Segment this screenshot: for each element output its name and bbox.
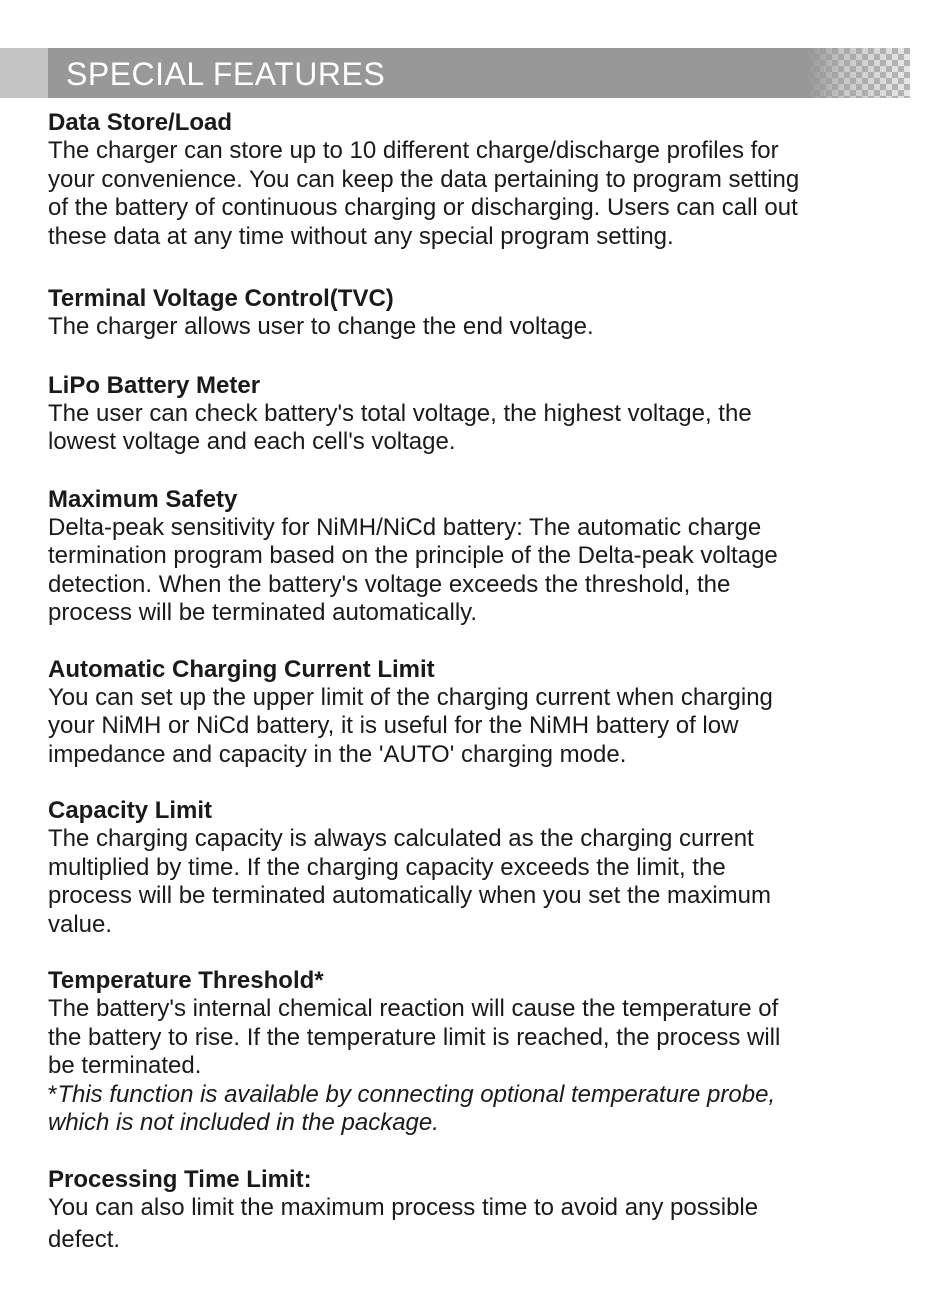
section-processing-time-limit: [48, 1165, 928, 1255]
section-heading: Capacity Limit: [48, 797, 213, 824]
body-line: termination program based on the principle of the Delta-peak voltage: [48, 542, 778, 569]
section-heading: Data Store/Load: [48, 109, 233, 136]
section-heading: Processing Time Limit:: [48, 1165, 312, 1193]
section-heading: LiPo Battery Meter: [48, 371, 261, 399]
section-terminal-voltage-control: [48, 284, 928, 342]
body-line: The user can check battery's total voltage, the highest voltage, the: [48, 399, 752, 427]
body-line: The charger allows user to change the end voltage.: [48, 313, 594, 340]
footnote-line: [48, 1081, 928, 1110]
footnote-text: This function is available by connecting optional temperature probe,: [57, 1080, 776, 1108]
section-heading: Temperature Threshold*: [48, 967, 324, 994]
body-line: detection. When the battery's voltage exceeds the threshold, the: [48, 570, 731, 598]
body-line: these data at any time without any special program setting.: [48, 222, 674, 250]
section-heading: Maximum Safety: [48, 485, 238, 513]
body-line-last: [48, 1222, 928, 1255]
section-data-store-load: [48, 108, 928, 251]
body-line: be terminated.: [48, 1052, 202, 1079]
body-line: The charging capacity is always calculated as the charging current: [48, 825, 754, 852]
section-temperature-threshold: [48, 966, 928, 1138]
section-heading: Terminal Voltage Control(TVC): [48, 285, 394, 312]
section-capacity-limit: [48, 796, 928, 939]
body-line: your NiMH or NiCd battery, it is useful for the NiMH battery of low: [48, 712, 739, 739]
section-lipo-battery-meter: [48, 371, 928, 457]
body-line: The battery's internal chemical reaction will cause the temperature of: [48, 995, 779, 1022]
body-line: your convenience. You can keep the data pertaining to program setting: [48, 165, 800, 193]
section-automatic-charging-current-limit: [48, 655, 928, 770]
section-maximum-safety: [48, 485, 928, 628]
header-tab-accent: [0, 48, 48, 98]
checker-pattern-decoration: [808, 48, 910, 98]
body-line: multiplied by time. If the charging capacity exceeds the limit, the: [48, 853, 726, 881]
body-line: the battery to rise. If the temperature limit is reached, the process will: [48, 1023, 781, 1051]
body-line: Delta-peak sensitivity for NiMH/NiCd battery: The automatic charge: [48, 513, 762, 541]
section-heading: Automatic Charging Current Limit: [48, 655, 435, 683]
body-line: You can set up the upper limit of the charging current when charging: [48, 683, 773, 711]
body-line: process will be terminated automatically when you set the maximum: [48, 882, 771, 909]
body-line: lowest voltage and each cell's voltage.: [48, 428, 456, 455]
footnote-line: which is not included in the package.: [48, 1109, 439, 1136]
body-line: The charger can store up to 10 different charge/discharge profiles for: [48, 137, 779, 164]
section-header-bar: [0, 48, 910, 98]
body-line-text: defect.: [48, 1226, 121, 1253]
body-line: process will be terminated automatically.: [48, 599, 478, 626]
footnote-asterisk: *: [48, 1080, 58, 1108]
body-line: of the battery of continuous charging or discharging. Users can call out: [48, 194, 798, 221]
body-line: value.: [48, 910, 113, 938]
page-title: SPECIAL FEATURES: [66, 56, 386, 92]
body-line: You can also limit the maximum process time to avoid any possible: [48, 1193, 759, 1221]
features-content: [48, 108, 928, 1255]
body-line: impedance and capacity in the 'AUTO' charging mode.: [48, 740, 627, 768]
